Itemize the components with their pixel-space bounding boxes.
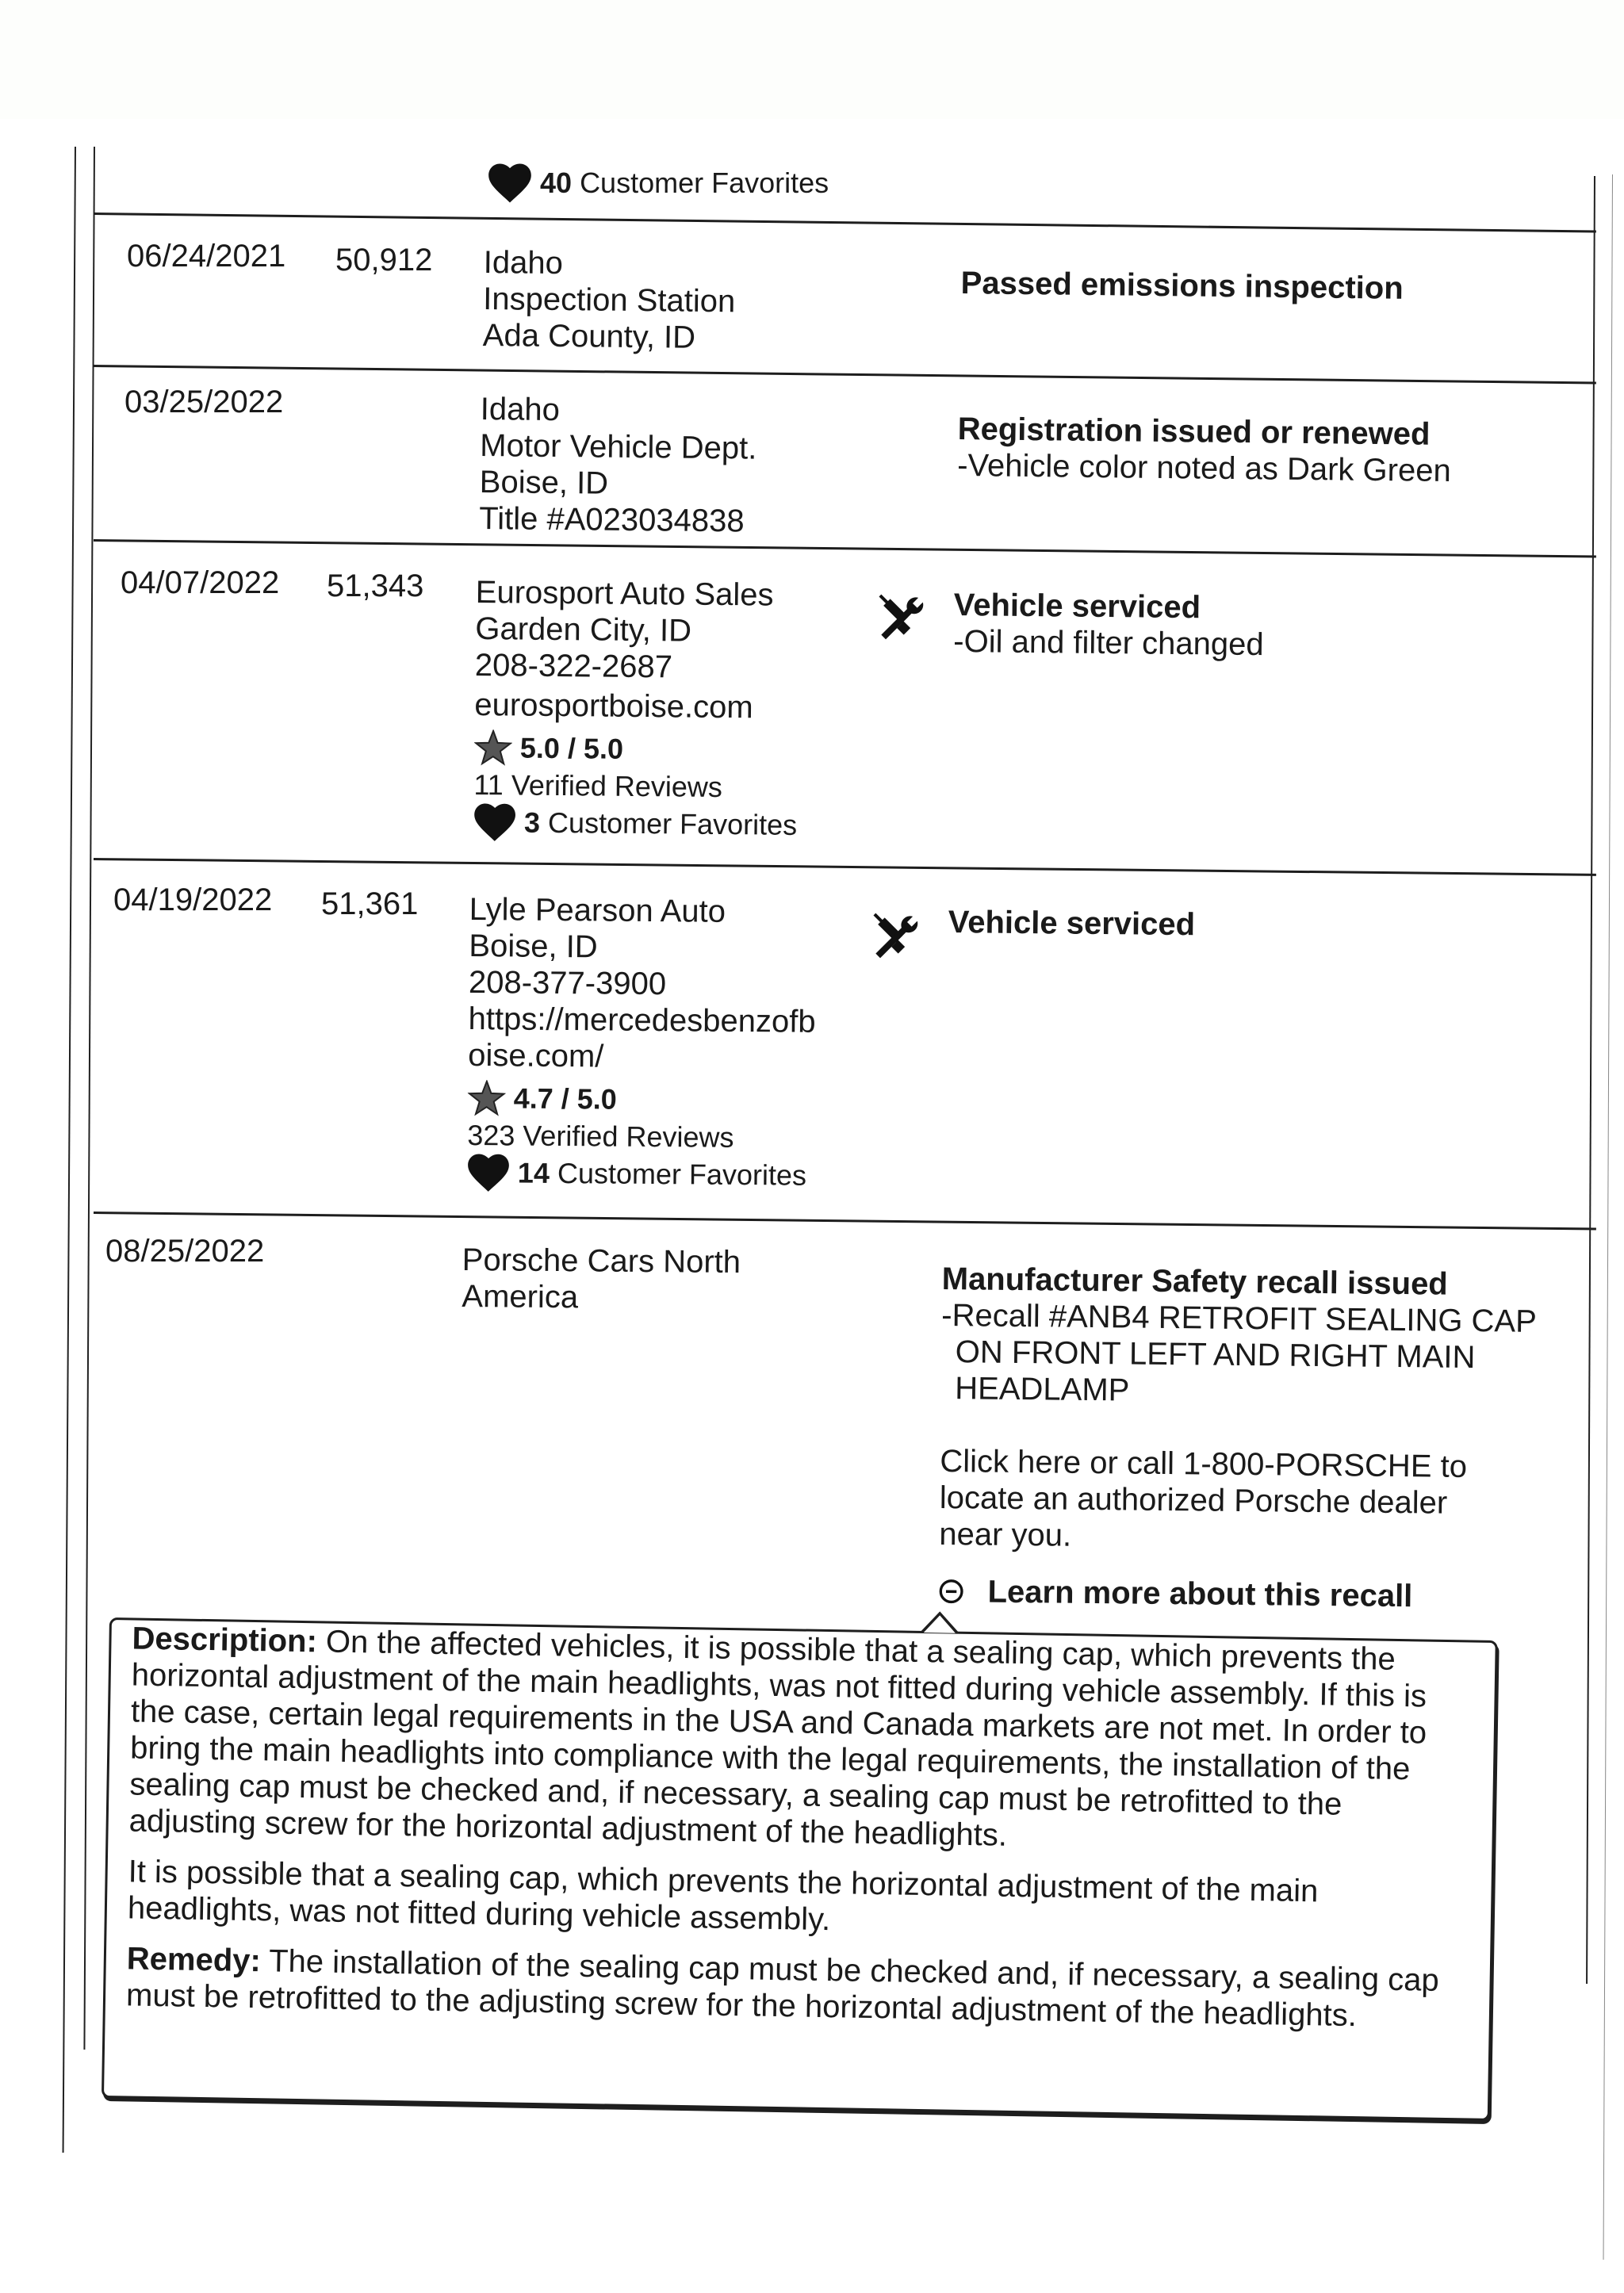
record-source [462,1242,741,1317]
collapse-minus-circle-icon [938,1579,963,1604]
shop-name: Lyle Pearson Auto [469,892,726,929]
previous-record-favorites [488,163,829,204]
shop-location: Boise, ID [469,928,598,965]
row-divider [94,1212,1596,1231]
shop-website-link[interactable] [468,1001,816,1077]
record-mileage: 51,343 [327,568,424,603]
source-line: Ada County, ID [482,317,696,355]
row-divider [94,212,1596,232]
shop-phone[interactable]: 208-322-2687 [474,647,673,685]
learn-more-toggle[interactable] [938,1571,1534,1617]
page-border-right-inner [1586,176,1595,1984]
source-line: America [462,1278,579,1315]
shop-phone[interactable]: 208-377-3900 [468,964,667,1002]
favorites-count: 3 [523,806,541,839]
record-date: 08/25/2022 [105,1234,265,1269]
heart-icon [473,802,516,843]
source-line: Boise, ID [479,464,609,501]
rating-value: 5.0 / 5.0 [519,731,624,765]
record-date: 03/25/2022 [124,385,284,419]
record-event [957,411,1452,489]
description-label: Description: [132,1621,318,1659]
record-source [467,891,817,1196]
source-line: Inspection Station [483,281,736,320]
recall-detail: -Recall #ANB4 RETROFIT SEALING CAP [941,1297,1538,1339]
recall-remedy [105,1940,1490,2036]
event-title: Vehicle serviced [953,587,1201,626]
favorites-label: Customer Favorites [580,167,829,199]
record-mileage: 50,912 [335,243,433,278]
row-divider [94,365,1596,384]
record-mileage: 51,361 [321,886,419,921]
source-line: Title #A023034838 [479,500,745,539]
record-source [483,244,736,356]
remedy-text: The installation of the sealing cap must be checked and, if necessary, a sealing cap must be retrofitted to the adjusting screw for the horizontal adjustment of the headlights. [125,1943,1440,2034]
record-source [473,574,799,845]
shop-favorites [473,802,798,845]
favorites-label: Customer Favorites [557,1156,807,1192]
panel-pointer [921,1611,959,1633]
review-count: 11 Verified Reviews [473,768,723,803]
event-title: Passed emissions inspection [960,265,1404,306]
page-border-right-outer [1603,174,1613,2260]
favorites-label: Customer Favorites [547,806,798,841]
dealer-note-line: locate an authorized Porsche dealer [939,1480,1448,1521]
favorites-count: 14 [517,1156,550,1189]
wrench-screwdriver-icon [867,907,921,964]
heart-icon [467,1153,510,1192]
page-border-left-outer [63,147,76,2153]
description-text: On the affected vehicles, it is possible that a sealing cap, which prevents the horizontal adjustment of the main headlights, was not fitted during vehicle assembly. If this is the case, certain legal requirements in the USA and Canada markets are not met. In order to bring the main headlights into compliance with the legal requirements, the installation of the sealing cap must be checked and, if necessary, a sealing cap must be retrofitted to the adjusting screw for the horizontal adjustment of the headlights. [128,1624,1427,1853]
recall-summary: It is possible that a sealing cap, which prevents the horizontal adjustment of the main headlights, was not fitted during vehicle assembly. [127,1854,1319,1938]
record-date: 06/24/2021 [127,239,286,274]
remedy-label: Remedy: [126,1941,262,1979]
shop-name: Eurosport Auto Sales [475,574,774,613]
record-event [953,587,1264,663]
website-line: https://mercedesbenzofb [468,1001,816,1039]
record-event [948,904,1196,943]
event-detail: -Vehicle color noted as Dark Green [956,447,1451,489]
source-line: Idaho [483,244,564,281]
website-line: oise.com/ [468,1037,604,1074]
record-date: 04/07/2022 [121,565,280,600]
record-date: 04/19/2022 [113,882,273,917]
shop-favorites [467,1153,814,1196]
recall-details-panel [102,1617,1498,2121]
shop-website-link[interactable]: eurosportboise.com [474,687,753,725]
star-icon [474,729,512,766]
recall-detail: ON FRONT LEFT AND RIGHT MAIN [955,1334,1476,1376]
learn-more-label: Learn more about this recall [987,1574,1413,1614]
event-title: Manufacturer Safety recall issued [941,1261,1448,1302]
source-line: Porsche Cars North [462,1242,741,1280]
dealer-note-line: near you. [939,1516,1072,1553]
row-divider [94,858,1596,876]
recall-description [108,1620,1495,1862]
heart-icon [488,163,532,204]
favorites-count: 40 [540,167,573,199]
event-detail: -Oil and filter changed [953,623,1264,663]
page-border-left-inner [83,147,95,2050]
locate-dealer-link[interactable] [939,1443,1535,1559]
record-source [479,391,757,540]
row-divider [94,539,1596,558]
rating-value: 4.7 / 5.0 [513,1081,618,1116]
event-title: Vehicle serviced [948,905,1196,943]
page-top-margin [0,0,1624,119]
recall-detail: HEADLAMP [955,1371,1130,1408]
source-line: Idaho [480,391,561,428]
event-title: Registration issued or renewed [957,411,1431,452]
shop-rating [468,1078,815,1121]
record-event [938,1261,1537,1617]
dealer-note-line: Click here or call 1-800-PORSCHE to [940,1443,1468,1484]
shop-rating [474,728,799,771]
source-line: Motor Vehicle Dept. [480,427,757,466]
review-count: 323 Verified Reviews [467,1118,734,1154]
star-icon [468,1080,506,1116]
wrench-screwdriver-icon [872,588,926,645]
shop-location: Garden City, ID [475,611,692,649]
